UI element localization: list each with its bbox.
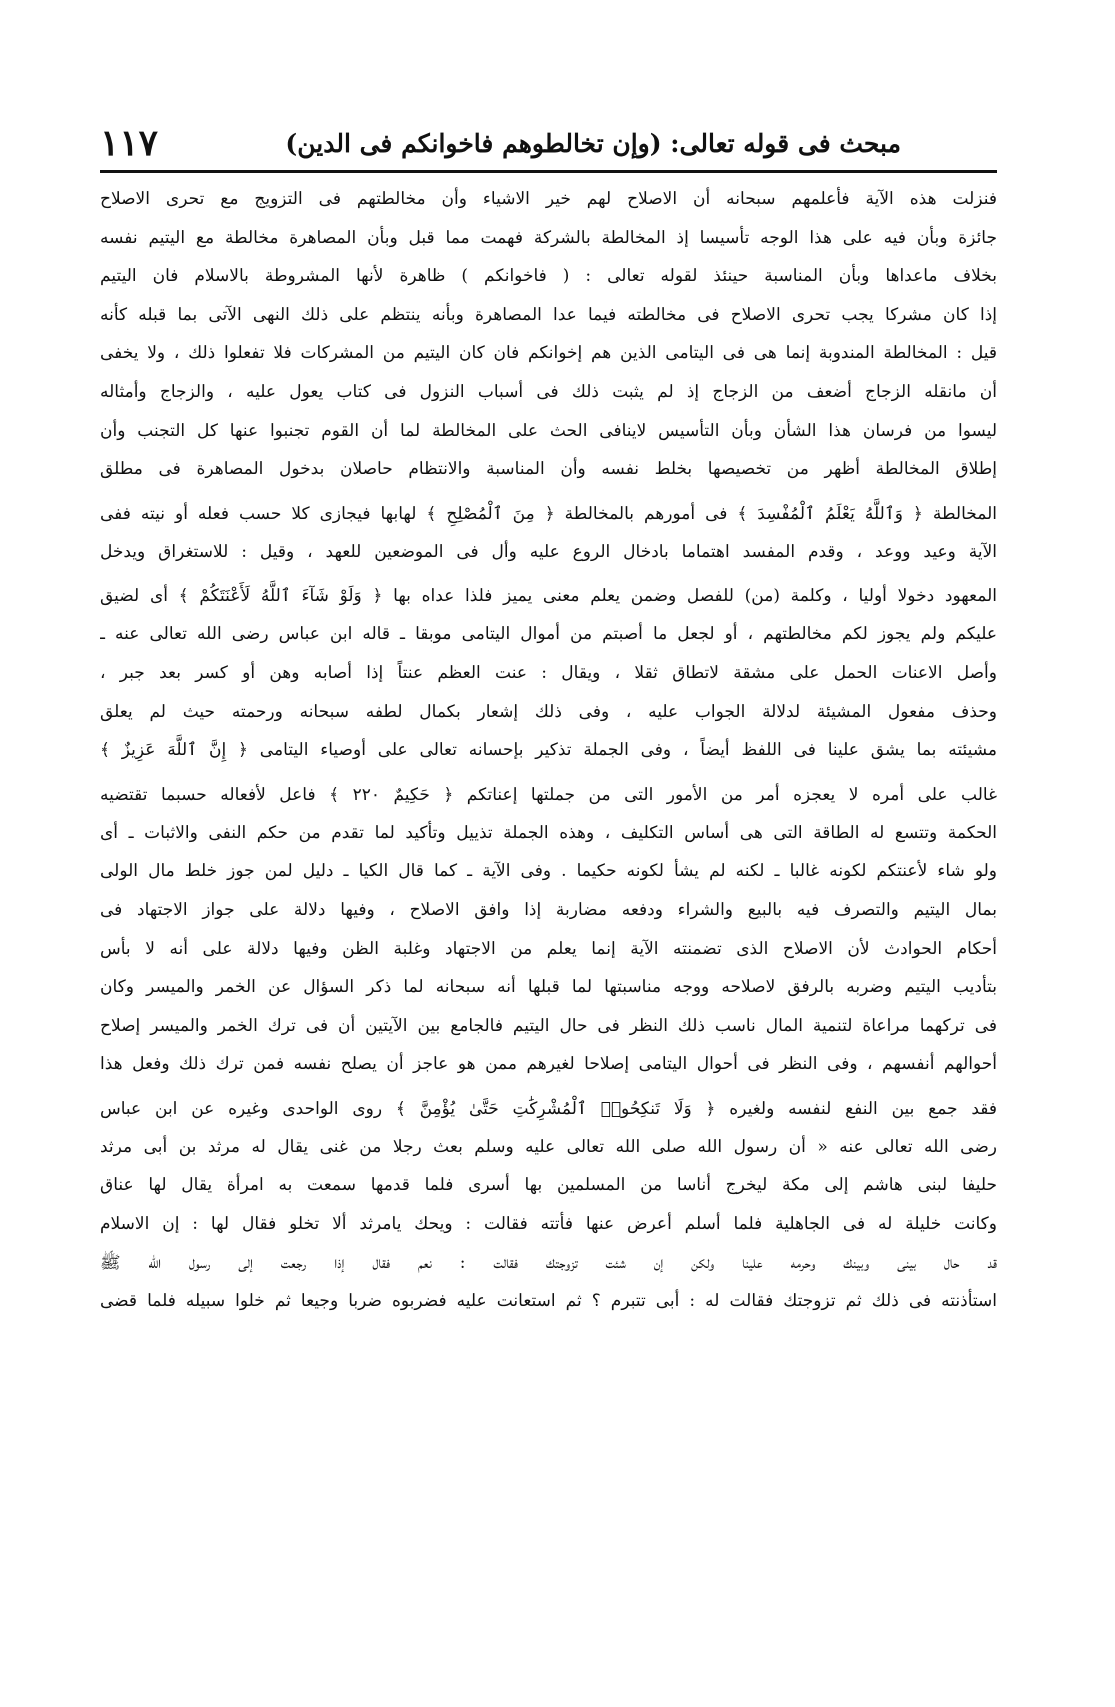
text-line-19: بمال اليتيم والتصرف فيه بالبيع والشراء ودفعه مضاربة إذا وافق الاصلاح ، وفيها دلالة على جواز الاجتهاد فى bbox=[100, 899, 997, 920]
text-line-25: رضى الله تعالى عنه « أن رسول الله صلى الله تعالى عليه وسلم بعث رجلا من غنى يقال له مرثد بن أبى مرثد bbox=[100, 1136, 997, 1157]
running-title: مبحث فى قوله تعالى: (وإن تخالطوهم فاخوانكم فى الدين) bbox=[285, 129, 901, 158]
text-line-21: بتأديب اليتيم وضربه بالرفق لاصلاحه ووجه مناسبتها لما قبلها أنه سبحانه لما ذكر السؤال عن الخمر والميسر وكان bbox=[100, 977, 997, 998]
text-line-27: وكانت خليلة له فى الجاهلية فلما أسلم أعرض عنها فأتته فقالت : ويحك يامرثد ألا تخلو فقال لها : إن الاسلام bbox=[100, 1214, 997, 1235]
text-line-15: مشيئته بما يشق علينا فى اللفظ أيضاً ، وفى الجملة تذكير بإحسانه تعالى على أوصياء اليتامى ﴿ إِنَّ ٱللَّهَ عَزِيزٌ ﴾ bbox=[100, 740, 997, 761]
text-line-18: ولو شاء لأعنتكم لكونه غالبا ـ لكنه لم يشأ لكونه حكيما . وفى الآية ـ كما قال الكيا ـ دليل لمن جوز خلط مال الولى bbox=[100, 861, 997, 882]
text-line-23: أحوالهم أنفسهم ، وفى النظر فى أحوال اليتامى إصلاحا لغيرهم ممن هو عاجز أن يصلح نفسه فمن ترك ذلك وفعل هذا bbox=[100, 1054, 997, 1075]
page bbox=[0, 118, 1115, 1707]
text-line-8: إطلاق المخالطة أظهر من تخصيصها بخلط نفسه وأن المناسبة والانتظام حاصلان بدخول المصاهرة فى مطلق bbox=[100, 459, 997, 480]
text-line-12: عليكم ولم يجوز لكم مخالطتهم ، أو لجعل ما أصبتم من أموال اليتامى موبقا ـ قاله ابن عباس رضى الله تعالى عنه ـ bbox=[100, 624, 997, 645]
text-line-2: جائزة وبأن فيه على هذا الوجه تأسيسا إذ المخالطة بالشركة فهمت مما قبل وبأن المصاهرة مخالطة مع اليتيم نفسه bbox=[100, 227, 997, 248]
text-line-24: فقد جمع بين النفع لنفسه ولغيره ﴿ وَلَا تَنكِحُوا۟ ٱلْمُشْرِكَٰتِ حَتَّىٰ يُؤْمِنَّ ﴾ روى الواحدى وغيره عن ابن عباس bbox=[100, 1098, 997, 1119]
text-line-7: ليسوا من فرسان هذا الشأن وبأن التأسيس لاينافى الحث على المخالطة لما أن القوم تجنبوا عنها كل التجنب وأن bbox=[100, 420, 997, 441]
text-line-29: استأذنته فى ذلك ثم تزوجتك فقالت له : أبى تتبرم ؟ ثم استعانت عليه فضربوه ضربا وجيعا ثم خلوا سبيله فلما قضى bbox=[100, 1291, 997, 1312]
page-number: ١١٧ bbox=[100, 122, 159, 164]
text-line-4: إذا كان مشركا يجب تحرى الاصلاح فى مخالطته فيما عدا المصاهرة وبأنه ينتظم على ذلك النهى الآتى بما قبله كأنه bbox=[100, 304, 997, 325]
text-line-20: أحكام الحوادث لأن الاصلاح الذى تضمنته الآية إنما يعلم من الاجتهاد وغلبة الظن وفيها دلالة على أنه لا بأس bbox=[100, 938, 997, 959]
text-line-5: قيل : المخالطة المندوبة إنما هى فى اليتامى الذين هم إخوانكم فان كان اليتيم من المشركات فلا تفعلوا ذلك ، ولا يخفى bbox=[100, 343, 997, 364]
text-line-1: فنزلت هذه الآية فأعلمهم سبحانه أن الاصلاح لهم خير الاشياء وأن مخالطتهم فى التزويج مع تحرى الاصلاح bbox=[100, 189, 997, 209]
text-line-13: وأصل الاعنات الحمل على مشقة لاتطاق ثقلا ، ويقال : عنت العظم عنتاً إذا أصابه وهن أو كسر بعد جبر ، bbox=[100, 662, 997, 683]
text-line-28: قد حال بينى وبينك وحرمه علينا ولكن إن شئت تزوجتك فقالت : نعم فقال إذا رجعت إلى رسول الله ﷺ bbox=[100, 1252, 997, 1273]
text-line-3: بخلاف ماعداها وبأن المناسبة حينئذ لقوله تعالى : ( فاخوانكم ) ظاهرة لأنها المشروطة بالاسلام فان اليتيم bbox=[100, 266, 997, 287]
body-text bbox=[100, 180, 997, 1321]
text-line-14: وحذف مفعول المشيئة لدلالة الجواب عليه ، وفى ذلك إشعار بكمال لطفه سبحانه ورحمته حيث لم يعلق bbox=[100, 701, 997, 722]
text-line-22: فى تركهما مراعاة لتنمية المال ناسب ذلك النظر فى حال اليتيم فالجامع بين الآيتين أن فى ترك الخمر والميسر إصلاح bbox=[100, 1015, 997, 1036]
text-line-10: الآية وعيد ووعد ، وقدم المفسد اهتماما بادخال الروع عليه وأل فى الموضعين للعهد ، وقيل : للاستغراق ويدخل bbox=[100, 541, 997, 562]
text-line-16: غالب على أمره لا يعجزه أمر من الأمور التى من جملتها إعناتكم ﴿ حَكِيمٌ ٢٢٠ ﴾ فاعل لأفعاله حسبما تقتضيه bbox=[100, 784, 997, 805]
text-line-6: أن مانقله الزجاج أضعف من الزجاج إذ لم يثبت ذلك فى أسباب النزول فى كتاب يعول عليه ، والزجاج وأمثاله bbox=[100, 381, 997, 402]
text-line-17: الحكمة وتتسع له الطاقة التى هى أساس التكليف ، وهذه الجملة تذييل وتأكيد لما تقدم من حكم النفى والاثبات ـ أى bbox=[100, 822, 997, 843]
page-header bbox=[100, 118, 997, 170]
text-line-26: حليفا لبنى هاشم إلى مكة ليخرج أناسا من المسلمين بها أسرى فلما قدمها سمعت به امرأة يقال لها عناق bbox=[100, 1175, 997, 1196]
header-rule bbox=[100, 170, 997, 173]
text-line-11: المعهود دخولا أوليا ، وكلمة (من) للفصل وضمن يعلم معنى يميز فلذا عداه بها ﴿ وَلَوْ شَآءَ ٱللَّهُ لَأَعْنَتَكُمْ ﴾ أى لضيق bbox=[100, 586, 997, 607]
text-line-9: المخالطة ﴿ وَٱللَّهُ يَعْلَمُ ٱلْمُفْسِدَ ﴾ فى أمورهم بالمخالطة ﴿ مِنَ ٱلْمُصْلِحِ ﴾ لهابها فيجازى كلا حسب فعله أو نيته ففى bbox=[100, 503, 997, 524]
